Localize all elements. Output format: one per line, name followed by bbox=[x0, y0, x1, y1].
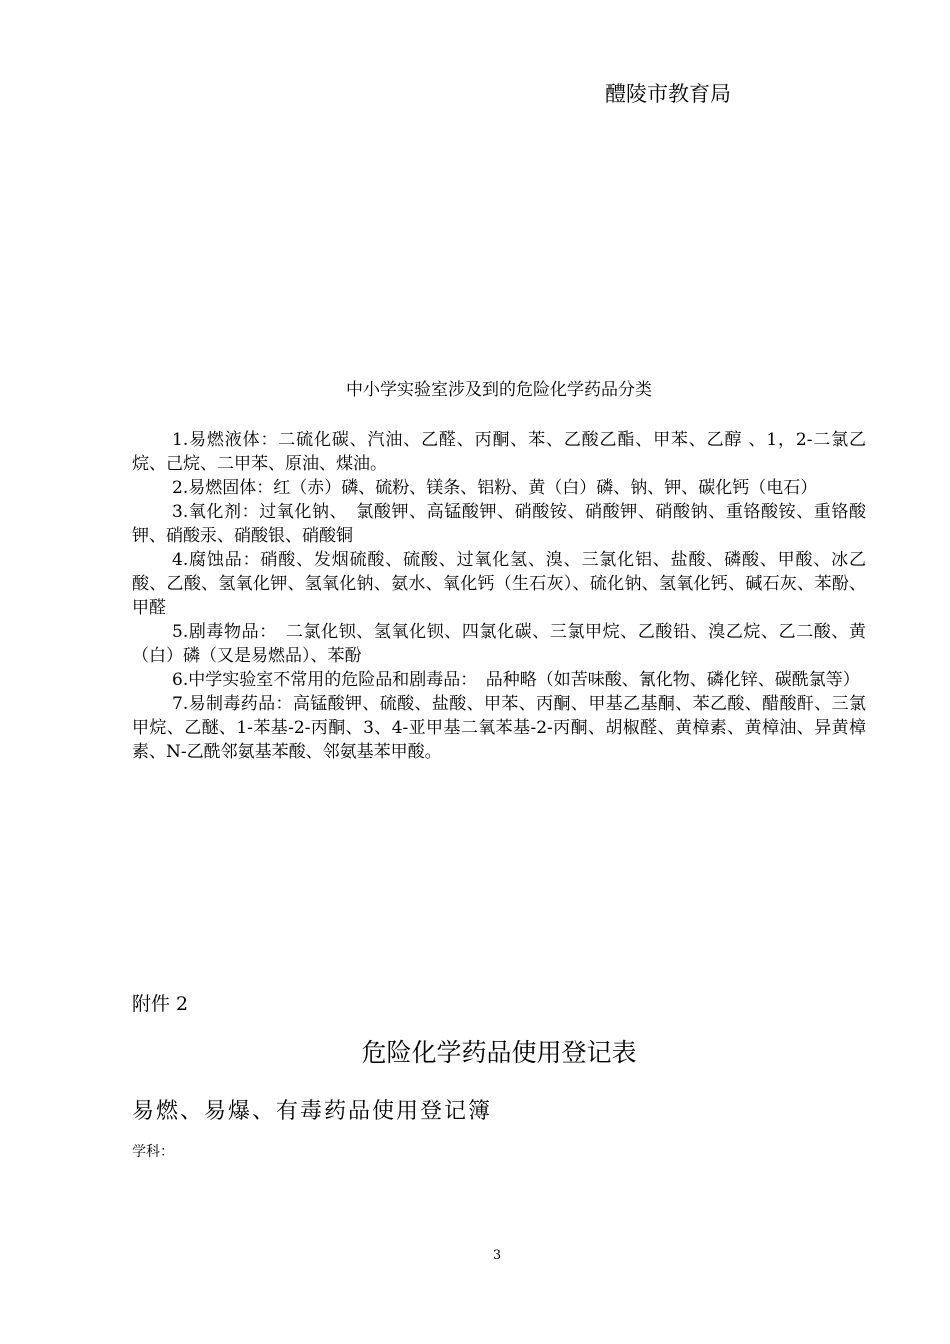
page-number: 3 bbox=[492, 1248, 502, 1263]
hazard-item-toxic: 5.剧毒物品： 二氯化钡、氢氧化钡、四氯化碳、三氯甲烷、乙酸铅、溴乙烷、乙二酸、黄（白）磷（又是易燃品）、苯酚 bbox=[132, 622, 866, 666]
hazard-item-corrosives: 4.腐蚀品：硝酸、发烟硫酸、硫酸、过氧化氢、溴、三氯化铝、盐酸、磷酸、甲酸、冰乙酸、乙酸、氢氧化钾、氢氧化钠、氨水、氧化钙（生石灰）、硫化钠、氢氧化钙、碱石灰、苯酚、甲醛 bbox=[132, 550, 866, 618]
hazard-category-list bbox=[132, 428, 866, 764]
hazard-item-oxidizers: 3.氧化剂：过氧化钠、 氯酸钾、高锰酸钾、硝酸铵、硝酸钾、硝酸钠、重铬酸铵、重铬酸钾、硝酸汞、硝酸银、硝酸铜 bbox=[132, 502, 866, 546]
hazard-item-uncommon: 6.中学实验室不常用的危险品和剧毒品： 品种略（如苦味酸、氰化物、磷化锌、碳酰氯等） bbox=[172, 670, 860, 690]
subject-label: 学科： bbox=[132, 1144, 174, 1160]
hazard-item-flammable-solids: 2.易燃固体：红（赤）磷、硫粉、镁条、铝粉、黄（白）磷、钠、钾、碳化钙（电石） bbox=[172, 478, 818, 498]
register-title: 易燃、易爆、有毒药品使用登记簿 bbox=[132, 1099, 493, 1124]
issuer-name: 醴陵市教育局 bbox=[605, 82, 731, 106]
hazard-list-title: 中小学实验室涉及到的危险化学药品分类 bbox=[346, 380, 652, 400]
hazard-item-precursors: 7.易制毒药品：高锰酸钾、硫酸、盐酸、甲苯、丙酮、甲基乙基酮、苯乙酸、醋酸酐、三氯甲烷、乙醚、1-苯基-2-丙酮、3、4-亚甲基二氧苯基-2-丙酮、胡椒醛、黄樟素、黄樟油、异黄樟素、N-乙酰邻氨基苯酸、邻氨基苯甲酸。 bbox=[132, 694, 866, 762]
hazard-item-flammable-liquids: 1.易燃液体：二硫化碳、汽油、乙醛、丙酮、苯、乙酸乙酯、甲苯、乙醇 、1，2-二氯乙烷、己烷、二甲苯、原油、煤油。 bbox=[132, 430, 866, 474]
form-title: 危险化学药品使用登记表 bbox=[361, 1038, 637, 1067]
appendix-label: 附件 2 bbox=[132, 993, 189, 1015]
